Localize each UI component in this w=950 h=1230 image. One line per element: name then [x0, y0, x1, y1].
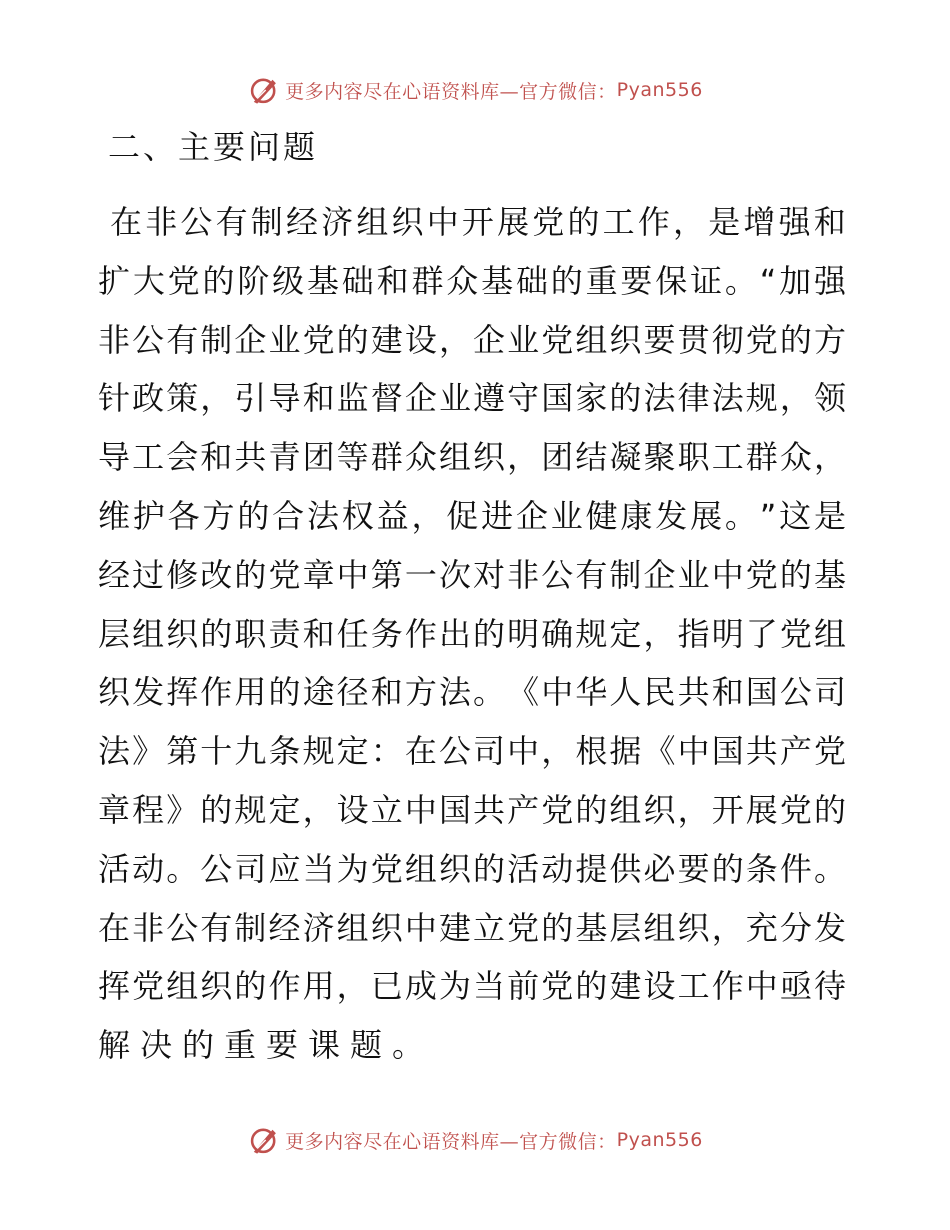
paragraph-line: 导 工 会 和 共 青 团 等 群 众 组 织 ， 团 结 凝 聚 职 工 群 众 ， [98, 438, 846, 477]
paragraph-line: 在 非 公 有 制 经 济 组 织 中 开 展 党 的 工 作 ， 是 增 强 和 [110, 203, 846, 241]
feather-pen-logo-icon [247, 1123, 281, 1157]
paragraph-line: 针 政 策 ， 引 导 和 监 督 企 业 遵 守 国 家 的 法 律 法 规 ， 领 [98, 379, 846, 418]
paragraph-line: 挥 党 组 织 的 作 用 ， 已 成 为 当 前 党 的 建 设 工 作 中 亟 待 [98, 967, 846, 1006]
watermark-text: 更多内容尽在心语资料库—官方微信： [285, 80, 617, 103]
paragraph-line: 经 过 修 改 的 党 章 中 第 一 次 对 非 公 有 制 企 业 中 党 的 基 [98, 555, 846, 594]
watermark-text: 更多内容尽在心语资料库—官方微信： [285, 1130, 617, 1153]
feather-pen-logo-icon [247, 73, 281, 107]
paragraph-line: 章 程 》 的 规 定 ， 设 立 中 国 共 产 党 的 组 织 ， 开 展 党 的 [98, 790, 846, 829]
paragraph-line: 在 非 公 有 制 经 济 组 织 中 建 立 党 的 基 层 组 织 ， 充 分 发 [98, 908, 846, 947]
paragraph-line: 层 组 织 的 职 责 和 任 务 作 出 的 明 确 规 定 ， 指 明 了 党 组 [98, 614, 846, 653]
body-paragraph [98, 193, 858, 1075]
paragraph-line: 活 动 。 公 司 应 当 为 党 组 织 的 活 动 提 供 必 要 的 条 件 。 [98, 849, 846, 888]
watermark-wechat-id: Pyan556 [616, 1129, 703, 1151]
paragraph-line: 解决的重要课题。 [98, 1026, 435, 1065]
paragraph-line: 维 护 各 方 的 合 法 权 益 ， 促 进 企 业 健 康 发 展 。 ” 这 是 [98, 496, 846, 535]
watermark-wechat-id: Pyan556 [616, 79, 703, 101]
section-title: 二、主要问题 [108, 128, 319, 166]
paragraph-line: 扩 大 党 的 阶 级 基 础 和 群 众 基 础 的 重 要 保 证 。 “ 加 强 [98, 261, 846, 300]
header-watermark [0, 70, 950, 110]
paragraph-line: 法 》 第 十 九 条 规 定 ： 在 公 司 中 ， 根 据 《 中 国 共 产 党 [98, 732, 846, 771]
paragraph-line: 非 公 有 制 企 业 党 的 建 设 ， 企 业 党 组 织 要 贯 彻 党 的 方 [98, 320, 846, 359]
footer-watermark [0, 1120, 950, 1160]
paragraph-line: 织 发 挥 作 用 的 途 径 和 方 法 。 《 中 华 人 民 共 和 国 公 司 [98, 673, 846, 712]
